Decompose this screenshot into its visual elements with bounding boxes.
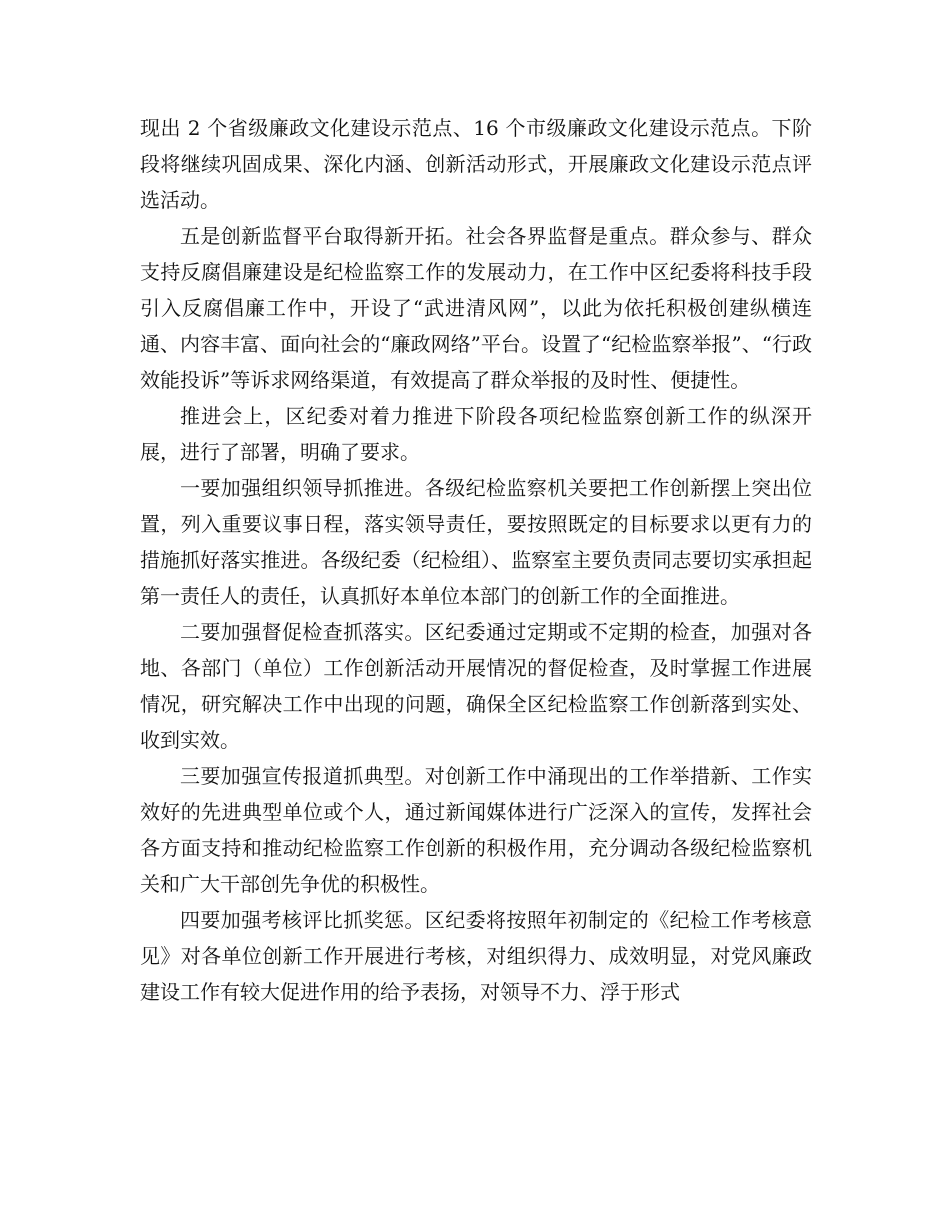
paragraph-assessment-rewards: 四要加强考核评比抓奖惩。区纪委将按照年初制定的《纪检工作考核意见》对各单位创新工作开展进行考核，对组织得力、成效明显，对党风廉政建设工作有较大促进作用的给予表扬，对领导不力、浮于形式 [140, 908, 812, 1004]
document-body [140, 110, 812, 1010]
paragraph-meeting-deployment: 推进会上，区纪委对着力推进下阶段各项纪检监察创新工作的纵深开展，进行了部署，明确了要求。 [140, 404, 812, 464]
paragraph-continuation: 现出 2 个省级廉政文化建设示范点、16 个市级廉政文化建设示范点。下阶段将继续巩固成果、深化内涵、创新活动形式，开展廉政文化建设示范点评选活动。 [140, 116, 812, 212]
paragraph-publicity-reporting: 三要加强宣传报道抓典型。对创新工作中涌现出的工作举措新、工作实效好的先进典型单位或个人，通过新闻媒体进行广泛深入的宣传，发挥社会各方面支持和推动纪检监察工作创新的积极作用，充分调动各级纪检监察机关和广大干部创先争优的积极性。 [140, 764, 812, 896]
paragraph-organization-leadership: 一要加强组织领导抓推进。各级纪检监察机关要把工作创新摆上突出位置，列入重要议事日程，落实领导责任，要按照既定的目标要求以更有力的措施抓好落实推进。各级纪委（纪检组）、监察室主要负责同志要切实承担起第一责任人的责任，认真抓好本单位本部门的创新工作的全面推进。 [140, 476, 812, 608]
paragraph-supervision-inspection: 二要加强督促检查抓落实。区纪委通过定期或不定期的检查，加强对各地、各部门（单位）工作创新活动开展情况的督促检查，及时掌握工作进展情况，研究解决工作中出现的问题，确保全区纪检监察工作创新落到实处、收到实效。 [140, 620, 812, 752]
paragraph-supervision-platform: 五是创新监督平台取得新开拓。社会各界监督是重点。群众参与、群众支持反腐倡廉建设是纪检监察工作的发展动力，在工作中区纪委将科技手段引入反腐倡廉工作中，开设了“武进清风网”，以此为依托积极创建纵横连通、内容丰富、面向社会的“廉政网络”平台。设置了“纪检监察举报”、“行政效能投诉”等诉求网络渠道，有效提高了群众举报的及时性、便捷性。 [140, 224, 812, 392]
